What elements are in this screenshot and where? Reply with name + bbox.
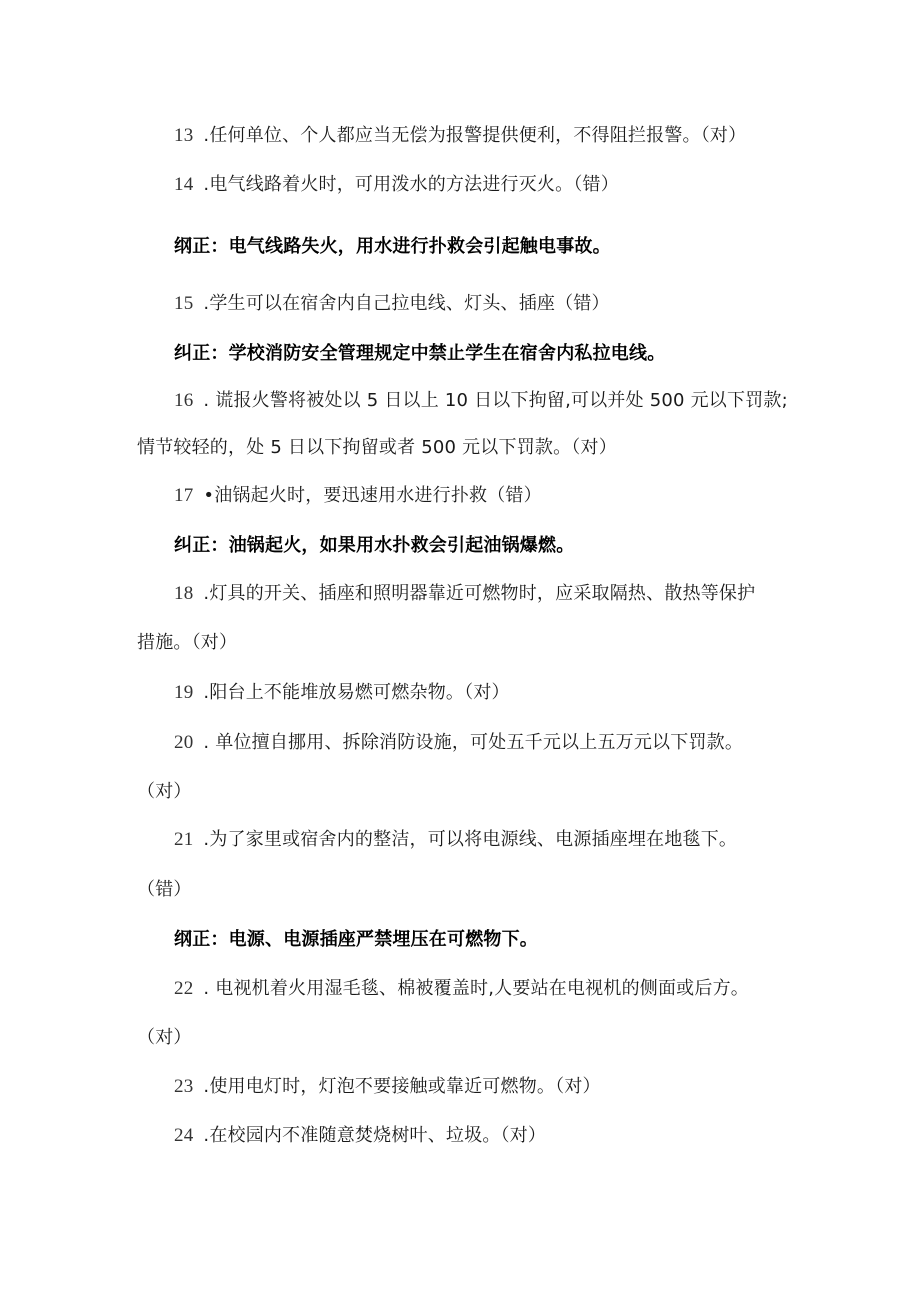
question-17 xyxy=(174,483,542,509)
correction-17: 纠正：油锅起火，如果用水扑救会引起油锅爆燃。 xyxy=(174,535,575,556)
question-text: .灯具的开关、插座和照明器靠近可燃物时，应采取隔热、散热等保护 xyxy=(203,583,756,604)
question-text: .为了家里或宿舍内的整洁，可以将电源线、电源插座埋在地毯下。 xyxy=(203,829,738,850)
question-16-continuation: 情节较轻的，处 5 日以下拘留或者 500 元以下罚款。（对） xyxy=(137,437,617,458)
question-21-continuation: （错） xyxy=(137,879,192,900)
question-number: 14 xyxy=(174,174,194,195)
question-number: 13 xyxy=(174,125,194,146)
question-number: 24 xyxy=(174,1125,194,1146)
question-text: . 电视机着火用湿毛毯、棉被覆盖时,人要站在电视机的侧面或后方。 xyxy=(203,978,749,999)
question-number: 20 xyxy=(174,732,194,753)
correction-15: 纠正：学校消防安全管理规定中禁止学生在宿舍内私拉电线。 xyxy=(174,343,666,364)
question-14 xyxy=(174,172,619,198)
question-text: .电气线路着火时，可用泼水的方法进行灭火。（错） xyxy=(203,174,619,195)
question-21 xyxy=(174,827,737,853)
question-number: 19 xyxy=(174,682,194,703)
question-number: 18 xyxy=(174,583,194,604)
question-number: 17 xyxy=(174,485,194,506)
question-24 xyxy=(174,1123,546,1149)
question-number: 21 xyxy=(174,829,194,850)
question-18 xyxy=(174,581,755,607)
question-text: . 谎报火警将被处以 5 日以上 10 日以下拘留,可以并处 500 元以下罚款; xyxy=(203,390,788,411)
question-19 xyxy=(174,680,510,706)
question-20 xyxy=(174,730,743,756)
question-number: 23 xyxy=(174,1076,194,1097)
question-15 xyxy=(174,291,610,317)
question-20-continuation: （对） xyxy=(137,781,192,802)
correction-21: 纲正：电源、电源插座严禁埋压在可燃物下。 xyxy=(174,929,538,950)
question-18-continuation: 措施。（对） xyxy=(137,632,238,653)
correction-14: 纲正：电气线路失火，用水进行扑救会引起触电事故。 xyxy=(174,236,611,257)
question-text: .使用电灯时，灯泡不要接触或靠近可燃物。（对） xyxy=(203,1076,601,1097)
question-16 xyxy=(174,388,788,414)
question-number: 16 xyxy=(174,390,194,411)
question-text: .学生可以在宿舍内自己拉电线、灯头、插座（错） xyxy=(203,293,610,314)
question-number: 15 xyxy=(174,293,194,314)
question-text: . 单位擅自挪用、拆除消防设施，可处五千元以上五万元以下罚款。 xyxy=(203,732,744,753)
question-text: .在校园内不准随意焚烧树叶、垃圾。（对） xyxy=(203,1125,547,1146)
question-text: •油锅起火时，要迅速用水进行扑救（错） xyxy=(203,485,542,506)
question-13 xyxy=(174,123,746,149)
question-text: .阳台上不能堆放易燃可燃杂物。（对） xyxy=(203,682,510,703)
question-22-continuation: （对） xyxy=(137,1027,192,1048)
question-23 xyxy=(174,1074,601,1100)
question-text: .任何单位、个人都应当无偿为报警提供便利，不得阻拦报警。（对） xyxy=(203,125,747,146)
question-number: 22 xyxy=(174,978,194,999)
question-22 xyxy=(174,976,749,1002)
